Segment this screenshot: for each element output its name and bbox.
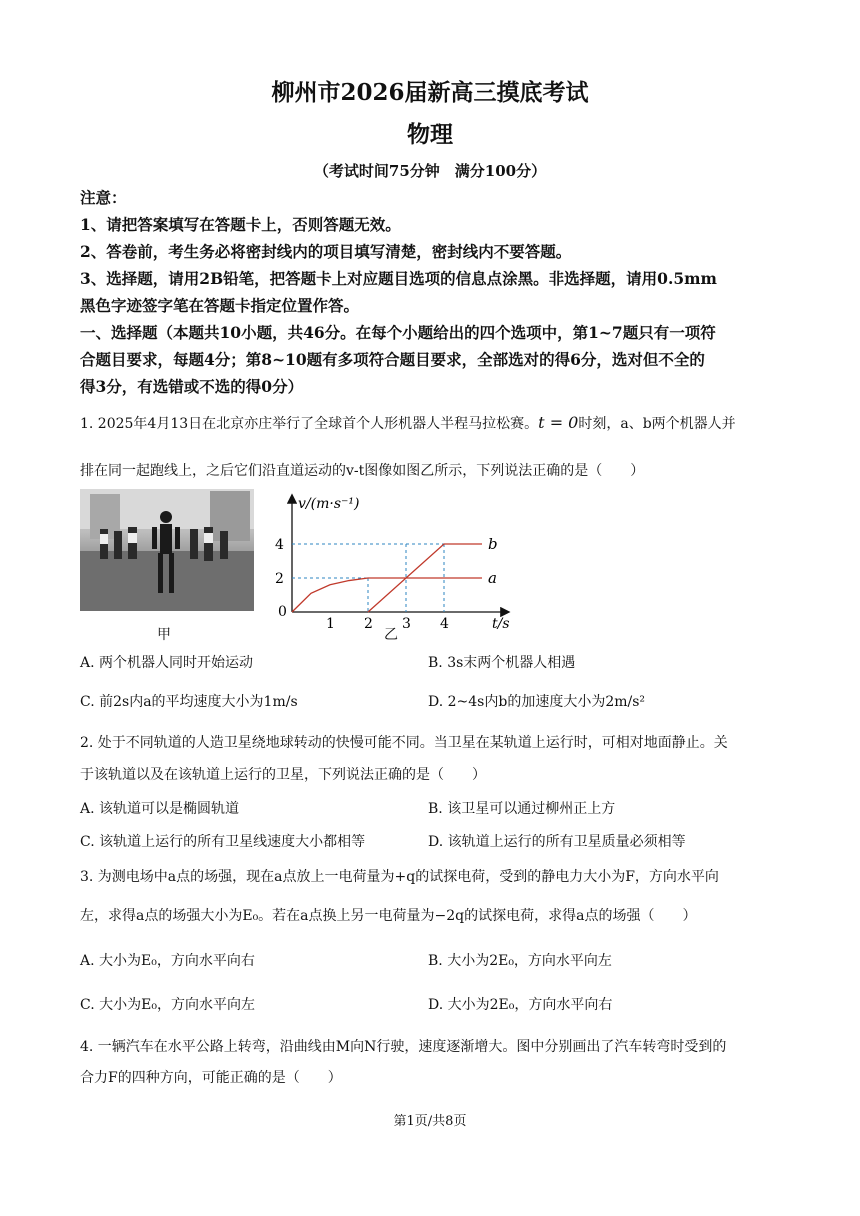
q1-option-a: A. 两个机器人同时开始运动 [80, 655, 254, 671]
note-item: 1、请把答案填写在答题卡上，否则答题无效。 [80, 215, 401, 234]
page-footer: 第1页/共8页 [393, 1114, 467, 1129]
subject-title: 物理 [407, 121, 453, 148]
question-4-line: 合力F的四种方向，可能正确的是（ ） [80, 1070, 342, 1086]
vt-chart [268, 490, 518, 630]
figure-caption-b: 乙 [384, 627, 398, 643]
x-tick-label: 1 [326, 616, 335, 630]
notes-heading: 注意： [80, 188, 127, 207]
q2-option-c: C. 该轨道上运行的所有卫星线速度大小都相等 [80, 834, 366, 850]
robot-marathon-photo [80, 489, 254, 611]
x-tick-label: 4 [440, 616, 449, 630]
section-instructions: 合题目要求，每题4分；第8~10题有多项符合题目要求，全部选对的得6分，选对但不全的 [80, 350, 705, 369]
y-tick-label: 4 [275, 537, 284, 553]
note-item: 2、答卷前，考生务必将密封线内的项目填写清楚，密封线内不要答题。 [80, 242, 572, 261]
series-a-label: a [488, 569, 497, 587]
y-axis-label: v/(m·s⁻¹) [298, 496, 360, 512]
question-text: 时刻，a、b两个机器人并 [578, 416, 736, 432]
series-b-label: b [488, 535, 498, 553]
q1-option-b: B. 3s末两个机器人相遇 [428, 655, 576, 671]
q3-option-d: D. 大小为2E₀，方向水平向右 [428, 997, 613, 1013]
exam-title: 柳州市2026届新高三摸底考试 [271, 79, 589, 106]
x-tick-label: 3 [402, 616, 411, 630]
question-4-line: 4. 一辆汽车在水平公路上转弯，沿曲线由M向N行驶，速度逐渐增大。图中分别画出了汽车转弯时受到的 [80, 1039, 727, 1055]
q3-option-a: A. 大小为E₀，方向水平向右 [80, 953, 255, 969]
origin-label: 0 [278, 604, 287, 620]
question-3-line: 3. 为测电场中a点的场强，现在a点放上一电荷量为+q的试探电荷，受到的静电力大小为F，方向水平向 [80, 869, 719, 885]
q3-option-c: C. 大小为E₀，方向水平向左 [80, 997, 255, 1013]
section-instructions: 一、选择题（本题共10小题，共46分。在每个小题给出的四个选项中，第1~7题只有一项符 [80, 323, 716, 342]
x-tick-label: 2 [364, 616, 373, 630]
q3-option-b: B. 大小为2E₀，方向水平向左 [428, 953, 612, 969]
question-3-line: 左，求得a点的场强大小为E₀。若在a点换上另一电荷量为−2q的试探电荷，求得a点的场强（ ） [80, 908, 697, 924]
question-text: 1. 2025年4月13日在北京亦庄举行了全球首个人形机器人半程马拉松赛。 [80, 416, 539, 432]
question-2-line: 2. 处于不同轨道的人造卫星绕地球转动的快慢可能不同。当卫星在某轨道上运行时，可相对地面静止。关 [80, 735, 728, 751]
figure-caption-a: 甲 [157, 627, 171, 643]
y-tick-label: 2 [275, 571, 284, 587]
q2-option-d: D. 该轨道上运行的所有卫星质量必须相等 [428, 834, 686, 850]
q1-option-d: D. 2~4s内b的加速度大小为2m/s² [428, 694, 646, 710]
note-item: 黑色字迹签字笔在答题卡指定位置作答。 [80, 296, 360, 315]
question-2-line: 于该轨道以及在该轨道上运行的卫星，下列说法正确的是（ ） [80, 767, 486, 783]
q2-option-a: A. 该轨道可以是椭圆轨道 [80, 801, 240, 817]
q2-option-b: B. 该卫星可以通过柳州正上方 [428, 801, 616, 817]
x-axis-label: t/s [492, 616, 510, 630]
equation: t = 0 [538, 413, 579, 432]
q1-option-c: C. 前2s内a的平均速度大小为1m/s [80, 694, 298, 710]
question-1-line [80, 413, 785, 434]
section-instructions: 得3分，有选错或不选的得0分） [80, 377, 304, 396]
question-1-line: 排在同一起跑线上，之后它们沿直道运动的v-t图像如图乙所示，下列说法正确的是（ ） [80, 463, 645, 479]
note-item: 3、选择题，请用2B铅笔，把答题卡上对应题目选项的信息点涂黑。非选择题，请用0.5mm [80, 269, 717, 288]
exam-info: （考试时间75分钟 满分100分） [313, 162, 547, 180]
